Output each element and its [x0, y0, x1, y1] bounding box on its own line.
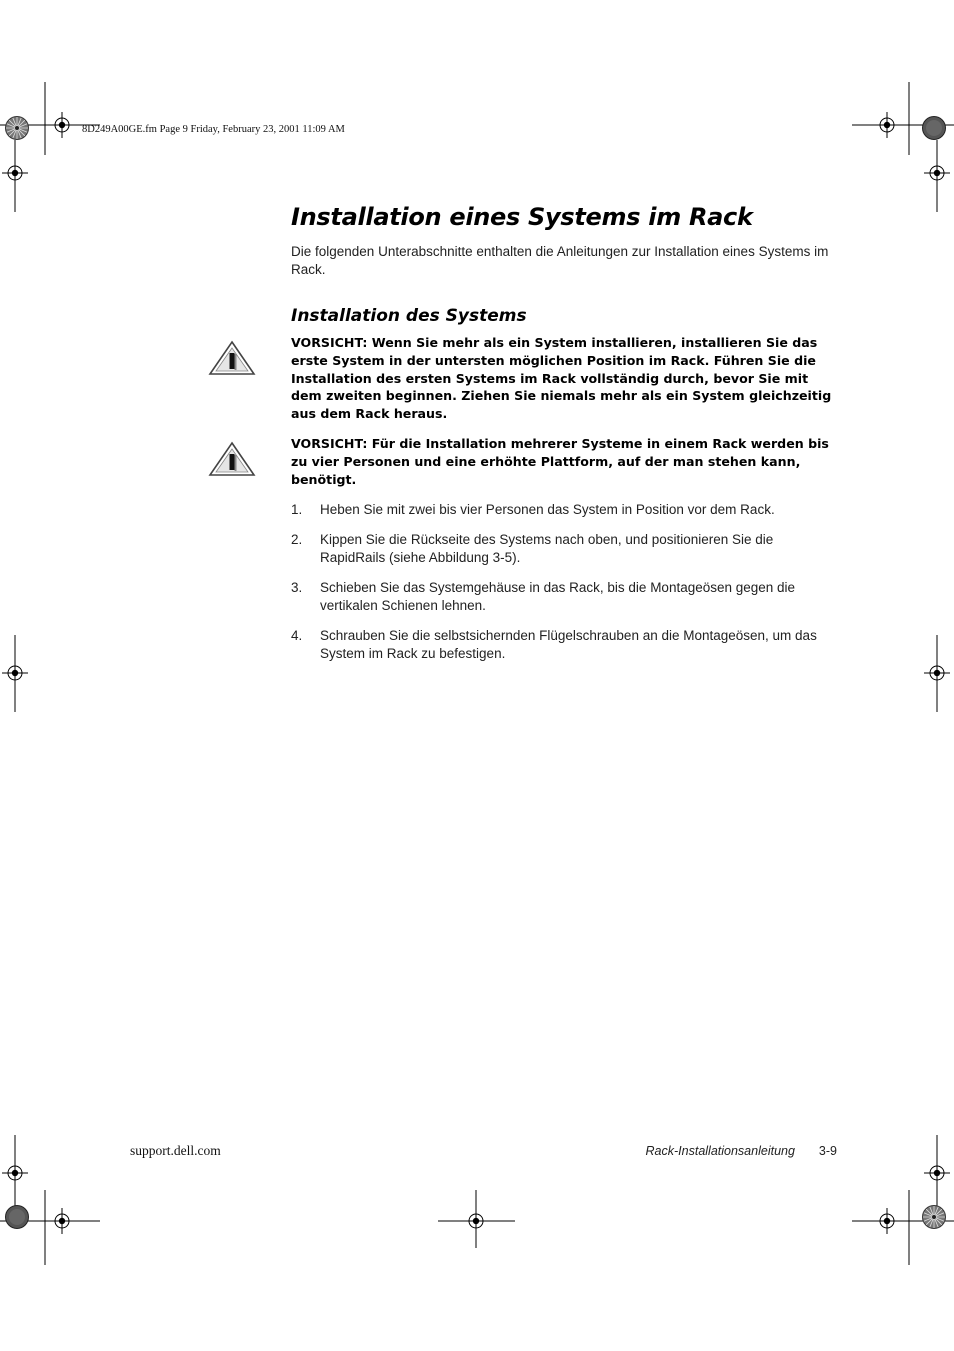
list-item [291, 627, 836, 663]
step-text: Heben Sie mit zwei bis vier Personen das System in Position vor dem Rack. [320, 502, 775, 517]
step-text: Kippen Sie die Rückseite des Systems nach oben, und positionieren Sie die RapidRails (siehe Abbildung 3-5). [320, 532, 774, 565]
warning-triangle-icon [208, 441, 256, 477]
footer-doc-title: Rack-Installationsanleitung [645, 1144, 795, 1158]
step-text: Schieben Sie das Systemgehäuse in das Rack, bis die Montageösen gegen die vertikalen Schienen lehnen. [320, 580, 796, 613]
section-title: Installation des Systems [291, 306, 527, 326]
warning-triangle-icon [208, 340, 256, 376]
footer-url: support.dell.com [130, 1143, 221, 1158]
intro-paragraph: Die folgenden Unterabschnitte enthalten die Anleitungen zur Installation eines Systems im Rack. [291, 244, 829, 277]
list-item [291, 501, 836, 519]
caution-note: VORSICHT: Wenn Sie mehr als ein System installieren, installieren Sie das erste System in der untersten möglichen Position im Rack. Führen Sie die Installation des ersten Systems im Rack vollständig durch, bevor Sie mit dem zweiten beginnen. Ziehen Sie niemals mehr als ein System gleichzeitig aus dem Rack heraus. [291, 335, 832, 422]
step-number: 3. [291, 580, 303, 595]
page-title: Installation eines Systems im Rack [291, 203, 753, 231]
step-text: Schrauben Sie die selbstsichernden Flügelschrauben an die Montageösen, um das System im Rack zu befestigen. [320, 628, 817, 661]
caution-note: VORSICHT: Für die Installation mehrerer Systeme in einem Rack werden bis zu vier Personen und eine erhöhte Plattform, auf der man stehen kann, benötigt. [291, 436, 829, 487]
step-number: 4. [291, 628, 303, 643]
file-info-header: 8D249A00GE.fm Page 9 Friday, February 23, 2001 11:09 AM [82, 124, 345, 135]
list-item [291, 579, 836, 615]
page-number: 3-9 [818, 1144, 837, 1158]
list-item [291, 531, 836, 567]
step-number: 1. [291, 502, 303, 517]
footer-right [646, 1144, 837, 1158]
step-number: 2. [291, 532, 303, 547]
